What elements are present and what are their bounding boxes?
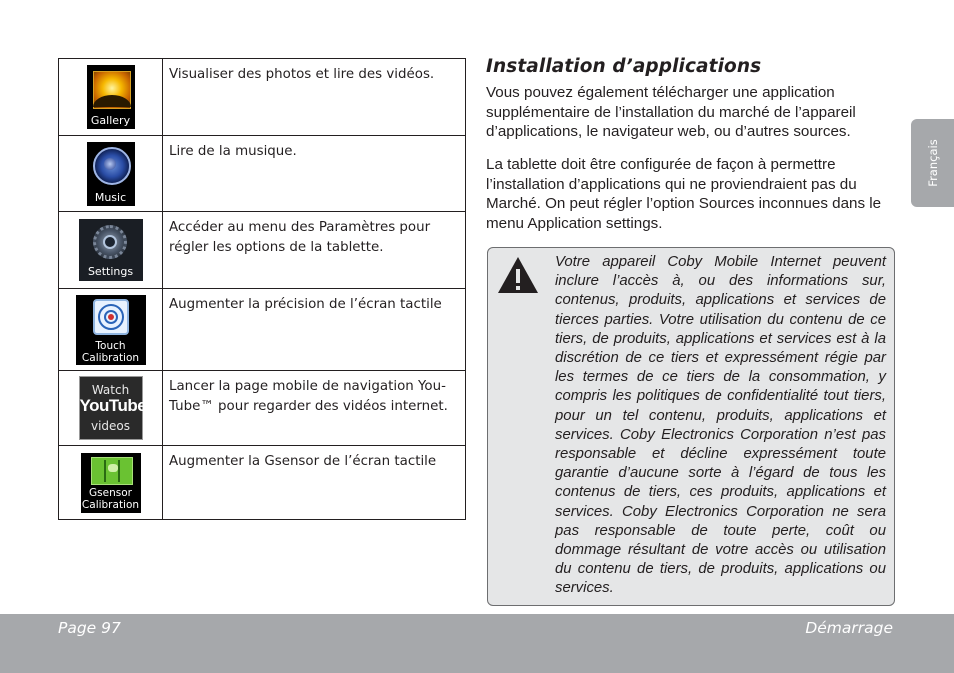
settings-icon: [79, 219, 143, 281]
table-row: [59, 446, 466, 520]
music-icon: [87, 142, 135, 206]
notice-box: [487, 247, 895, 606]
gsensor-calibration-icon: [81, 453, 141, 513]
app-description: Visualiser des photos et lire des vidéos.: [163, 59, 466, 136]
app-table: [58, 58, 466, 520]
table-row: [59, 59, 466, 136]
app-description: Lancer la page mobile de navigation You-: [169, 379, 446, 394]
youtube-logo: YouTube: [79, 396, 147, 415]
footer: [0, 614, 954, 673]
table-row: [59, 212, 466, 289]
intro-paragraph: Vous pouvez également télécharger une application supplémentaire de l’installation du marché de l’appareil d’applications, le navigateur web, ou d’autres sources.: [486, 84, 856, 140]
app-description: Tube™ pour regarder des vidéos internet.: [169, 399, 448, 414]
warning-icon: [497, 256, 539, 294]
notice-text: Votre appareil Coby Mobile Internet peuvent inclure l’accès à, ou des informations sur, contenus, produits, applications et services de tierces parties. Votre utilisation du contenu de ce tiers, de produits, applications et services est à la discrétion de ce tiers et expressément régie par les termes de ce tiers de la consommation, y compris les politiques de confidentialité tout tiers, pour un tel contenu, produits, applications et services. Coby Electronics Corporation n’est pas responsable et décline expressément toute garantie d’aucune sorte à l’égard de tous les contenus de tiers, ces produits, applications et services. Coby Electronics Corporation ne sera pas responsable de toute perte, coût ou dommage résultant de votre accès ou utilisation du contenu de tiers, de produits, applications ou services.: [555, 254, 886, 597]
app-description: Accéder au menu des Paramètres pour régler les options de la tablette.: [163, 212, 466, 289]
language-tab: [911, 119, 954, 207]
icon-label: Calibration: [81, 498, 140, 511]
table-row: [59, 136, 466, 212]
icon-label: videos: [90, 419, 131, 433]
table-row: [59, 371, 466, 446]
settings-paragraph: La tablette doit être configurée de façon à permettre l’installation d’applications qui ne proviendraient pas du Marché. On peut régler l’option Sources inconnues dans le menu Application settings.: [486, 156, 882, 232]
icon-label: Touch: [95, 339, 126, 352]
app-description: Lire de la musique.: [163, 136, 466, 212]
icon-label: Watch: [91, 383, 130, 397]
language-tab-label: Français: [925, 139, 940, 187]
gallery-icon: [87, 65, 135, 129]
icon-label: Gallery: [90, 114, 131, 127]
youtube-icon: [79, 376, 147, 440]
icon-label: Music: [94, 190, 127, 204]
section-title: Installation d’applications: [486, 56, 762, 77]
app-description: Augmenter la Gsensor de l’écran tactile: [163, 446, 466, 520]
touch-calibration-icon: [76, 295, 146, 365]
section-name: Démarrage: [805, 619, 893, 637]
page-number: Page 97: [58, 619, 121, 637]
app-description: Augmenter la précision de l’écran tactile: [163, 289, 466, 371]
icon-label: Gsensor: [89, 486, 132, 499]
icon-label: Settings: [87, 265, 134, 278]
icon-label: Calibration: [81, 351, 140, 364]
table-row: [59, 289, 466, 371]
